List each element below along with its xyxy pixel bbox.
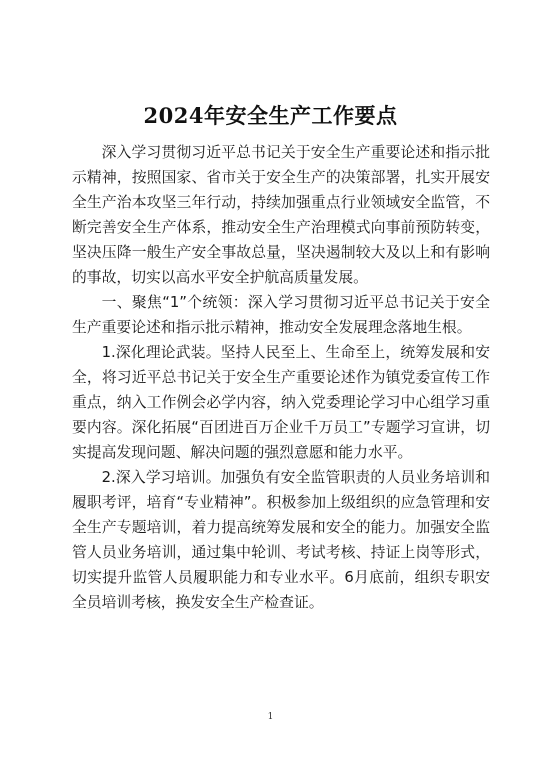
- document-body: [72, 140, 490, 615]
- paragraph-item-two: 2.深入学习培训。加强负有安全监管职责的人员业务培训和履职考评，培育“专业精神”。积极参加上级组织的应急管理和安全生产专题培训，着力提高统筹发展和安全的能力。加强安全监管人员业务培训，通过集中轮训、考试考核、持证上岗等形式，切实提升监管人员履职能力和专业水平。6月底前，组织专职安全员培训考核，换发安全生产检查证。: [72, 469, 490, 611]
- page-number: 1: [267, 712, 274, 722]
- paragraph-intro: 深入学习贯彻习近平总书记关于安全生产重要论述和指示批示精神，按照国家、省市关于安全生产的决策部署，扎实开展安全生产治本攻坚三年行动，持续加强重点行业领域安全监管，不断完善安全生产体系，推动安全生产治理模式向事前预防转变，坚决压降一般生产安全事故总量，坚决遏制较大及以上和有影响的事故，切实以高水平安全护航高质量发展。: [72, 144, 490, 286]
- document-title: 2024年安全生产工作要点: [143, 103, 398, 128]
- paragraph-section-one: 一、聚焦“1”个统领：深入学习贯彻习近平总书记关于安全生产重要论述和指示批示精神，推动安全发展理念落地生根。: [72, 294, 490, 336]
- paragraph-item-one: 1.深化理论武装。坚持人民至上、生命至上，统筹发展和安全，将习近平总书记关于安全生产重要论述作为镇党委宣传工作重点，纳入工作例会必学内容，纳入党委理论学习中心组学习重要内容。深化拓展“百团进百万企业千万员工”专题学习宣讲，切实提高发现问题、解决问题的强烈意愿和能力水平。: [72, 344, 490, 461]
